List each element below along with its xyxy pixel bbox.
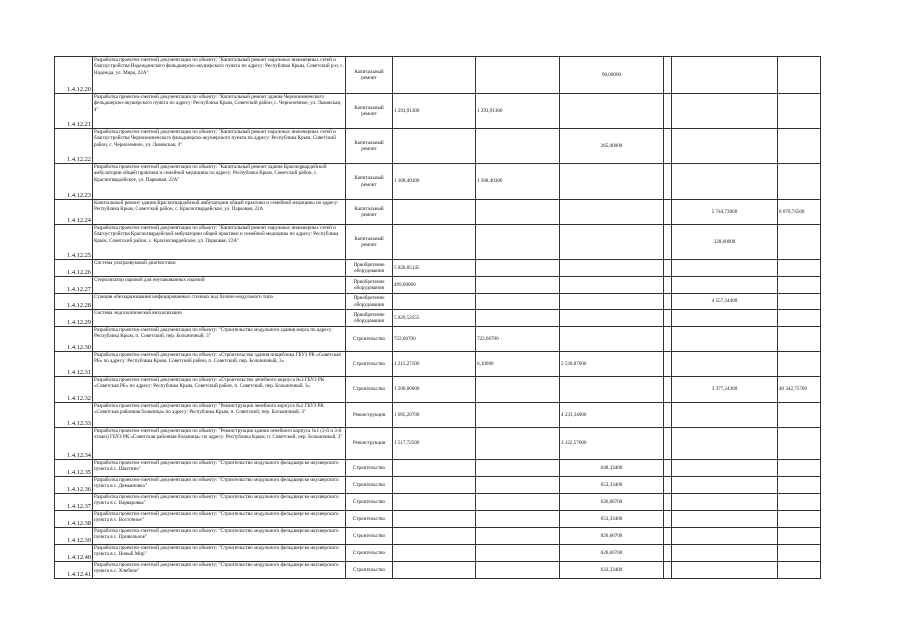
row-value-col3 [560, 94, 664, 129]
row-value-col1: 1 215,27500 [393, 352, 476, 377]
row-value-col6 [778, 562, 821, 579]
row-value-narrow [664, 260, 672, 277]
row-value-col3: 90,00000 [560, 57, 664, 94]
row-description: Разработка проектно-сметной документации по объекту: "Капитальный ремонт здания Краснogвардейской амбулатории общей практики и семейной медицины по адресу: Республика Крым, Советский район, с. Красногвардейское, ул. Парковая, 22А" [93, 164, 346, 200]
row-value-col6 [778, 260, 821, 277]
table-row [55, 545, 821, 562]
budget-table [54, 56, 821, 579]
row-value-col2 [476, 377, 560, 403]
row-description: Разработка проектно-сметной документации по объекту: "Строительство модульного фельдшерско-акушерского пункта в с. Привольное" [93, 528, 346, 545]
row-description: Разработка проектно-сметной документации по объекту: "Реконструкция здания лечебного корпуса №1 (2-й и 3-й этажи) ГБУЗ РК «Советская районная больница» по адресу: Республика Крым, п. Советский, пер. Больничный, 3" [93, 428, 346, 460]
row-value-narrow [664, 129, 672, 164]
table-row [55, 129, 821, 164]
row-description: Разработка проектно-сметной документации по объекту: "Строительство модульного фельдшерско-акушерского пункта в с. Шахтино" [93, 460, 346, 477]
row-value-col2 [476, 294, 560, 310]
row-work-type: Приобретение оборудования [346, 277, 393, 294]
row-value-col1 [393, 294, 476, 310]
row-value-col6 [778, 277, 821, 294]
row-work-type: Строительство [346, 511, 393, 528]
row-value-col3 [560, 327, 664, 352]
row-code: 1.4.12.31 [55, 352, 93, 377]
row-work-type: Приобретение оборудования [346, 294, 393, 310]
row-value-col1: 1 517,72500 [393, 428, 476, 460]
row-value-col5 [672, 352, 778, 377]
row-work-type: Капитальный ремонт [346, 164, 393, 200]
row-value-col2 [476, 277, 560, 294]
row-description: Разработка проектно-сметной документации по объекту: "Строительство модульного фельдшерско-акушерского пункта в с. Новый Мир" [93, 545, 346, 562]
row-value-col5 [672, 129, 778, 164]
row-value-col6 [778, 294, 821, 310]
row-work-type: Строительство [346, 528, 393, 545]
row-value-col3: 826,66700 [560, 528, 664, 545]
row-value-col5 [672, 528, 778, 545]
row-value-col5: 4 557,34400 [672, 294, 778, 310]
row-value-col5 [672, 403, 778, 428]
table-row [55, 352, 821, 377]
table-row [55, 200, 821, 225]
table-row [55, 403, 821, 428]
row-value-col3 [560, 260, 664, 277]
row-description: Разработка проектно-сметной документации по объекту: "Капитальный ремонт наружных инженерных сетей и благоустройства Красногвардейской амбулатории общей практики и семейной медицины по адресу: Республика Крым, Советский район, с. Красногвардейское, ул. Парковая, 22А" [93, 225, 346, 260]
row-code: 1.4.12.21 [55, 94, 93, 129]
document-sheet [54, 56, 821, 579]
row-work-type: Капитальный ремонт [346, 200, 393, 225]
row-value-col6 [778, 225, 821, 260]
row-value-col2 [476, 310, 560, 327]
row-value-col1: 1 293,91300 [393, 94, 476, 129]
row-value-col1: 5 829,52555 [393, 310, 476, 327]
row-value-col5 [672, 57, 778, 94]
row-value-col6: 40 342,75700 [778, 377, 821, 403]
row-value-col6 [778, 477, 821, 494]
row-code: 1.4.12.30 [55, 327, 93, 352]
row-value-col2 [476, 260, 560, 277]
row-value-col1 [393, 511, 476, 528]
row-value-narrow [664, 327, 672, 352]
row-code: 1.4.12.37 [55, 494, 93, 511]
row-value-col2: 722,66700 [476, 327, 560, 352]
row-code: 1.4.12.35 [55, 460, 93, 477]
row-value-narrow [664, 310, 672, 327]
row-value-col3 [560, 294, 664, 310]
row-value-col6 [778, 164, 821, 200]
row-description: Разработка проектно-сметной документации по объекту: "Капитальный ремонт здания Черноземненского фельдшерско-акушерского пункта по адресу: Республика Крым, Советский район, с. Черноземное, ул. Львовская, 4" [93, 94, 346, 129]
row-description: Стерилизатор паровой для неупакованных изделий [93, 277, 346, 294]
row-value-narrow [664, 460, 672, 477]
row-value-narrow [664, 294, 672, 310]
row-work-type: Строительство [346, 562, 393, 579]
row-value-col1: 499,00000 [393, 277, 476, 294]
table-row [55, 494, 821, 511]
row-value-narrow [664, 545, 672, 562]
row-description: Разработка проектно-сметной документации по объекту: "Капитальный ремонт наружных инженерных сетей и благоустройства Надеждинского фельдшерско-акушерского пункта по адресу: Республика Крым, Советский р-н, с. Надежда, ул. Мира, 22А" [93, 57, 346, 94]
row-value-col2 [476, 477, 560, 494]
row-value-col3: 4 233,34000 [560, 403, 664, 428]
row-value-col6 [778, 494, 821, 511]
row-work-type: Строительство [346, 352, 393, 377]
row-value-col1: 722,66700 [393, 327, 476, 352]
row-code: 1.4.12.32 [55, 377, 93, 403]
row-work-type: Строительство [346, 377, 393, 403]
row-value-narrow [664, 494, 672, 511]
row-code: 1.4.12.26 [55, 260, 93, 277]
row-value-narrow [664, 528, 672, 545]
table-row [55, 57, 821, 94]
row-value-col1 [393, 129, 476, 164]
row-code: 1.4.12.25 [55, 225, 93, 260]
row-value-col5 [672, 310, 778, 327]
row-description: Разработка проектно-сметной документации по объекту: "Строительство модульного фельдшерско-акушерского пункта в с. Восточное" [93, 511, 346, 528]
row-value-col3: 653,33400 [560, 511, 664, 528]
row-value-col3: 3 122,57000 [560, 428, 664, 460]
row-value-col1: 1 095,20700 [393, 403, 476, 428]
row-value-narrow [664, 428, 672, 460]
table-row [55, 377, 821, 403]
row-value-col5 [672, 494, 778, 511]
row-value-narrow [664, 511, 672, 528]
row-value-narrow [664, 57, 672, 94]
row-value-narrow [664, 225, 672, 260]
row-value-col5: 328,60000 [672, 225, 778, 260]
row-value-col5: 3 377,24300 [672, 377, 778, 403]
row-description: Система эндоскопической визуализации [93, 310, 346, 327]
row-code: 1.4.12.22 [55, 129, 93, 164]
row-work-type: Строительство [346, 477, 393, 494]
row-value-col2 [476, 460, 560, 477]
row-value-col3 [560, 310, 664, 327]
row-value-narrow [664, 200, 672, 225]
row-value-narrow [664, 377, 672, 403]
row-code: 1.4.12.28 [55, 294, 93, 310]
row-value-col6 [778, 511, 821, 528]
row-value-col6 [778, 545, 821, 562]
table-body [55, 57, 821, 579]
row-work-type: Реконструкция [346, 403, 393, 428]
row-value-narrow [664, 277, 672, 294]
row-value-col6 [778, 528, 821, 545]
row-work-type: Приобретение оборудования [346, 260, 393, 277]
row-value-col1 [393, 57, 476, 94]
row-value-col6 [778, 310, 821, 327]
row-value-narrow [664, 164, 672, 200]
row-code: 1.4.12.38 [55, 511, 93, 528]
row-value-col1 [393, 545, 476, 562]
row-value-col3: 265,00000 [560, 129, 664, 164]
table-row [55, 164, 821, 200]
row-value-col2 [476, 57, 560, 94]
row-value-col3: 633,33400 [560, 562, 664, 579]
table-row [55, 460, 821, 477]
row-value-narrow [664, 352, 672, 377]
row-value-col2 [476, 200, 560, 225]
row-description: Разработка проектно-сметной документации по объекту: «Строительство лечебного корпуса №3 ГБУЗ РК «Советская РБ» по адресу: Республика Крым, Советский район, п. Советский, пер. Больничный, 3» [93, 377, 346, 403]
row-value-col2 [476, 528, 560, 545]
table-row [55, 225, 821, 260]
row-code: 1.4.12.29 [55, 310, 93, 327]
row-description: Разработка проектно-сметной документации по объекту: "Строительство модульного фельдшерско-акушерского пункта в с. Демьяновка" [93, 477, 346, 494]
row-value-col1 [393, 528, 476, 545]
row-value-col1 [393, 477, 476, 494]
row-value-col1 [393, 494, 476, 511]
table-row [55, 528, 821, 545]
row-value-col6 [778, 460, 821, 477]
row-value-col1: 5 820,05145 [393, 260, 476, 277]
row-code: 1.4.12.24 [55, 200, 93, 225]
row-code: 1.4.12.23 [55, 164, 93, 200]
row-description: Разработка проектно-сметной документации по объекту: "Строительство модульного фельдшерско-акушерского пункта в с. Хлебное" [93, 562, 346, 579]
row-code: 1.4.12.27 [55, 277, 93, 294]
row-value-col3: 626,66700 [560, 494, 664, 511]
row-work-type: Капитальный ремонт [346, 57, 393, 94]
row-value-narrow [664, 562, 672, 579]
row-value-col2: 1 293,91300 [476, 94, 560, 129]
row-code: 1.4.12.33 [55, 403, 93, 428]
row-code: 1.4.12.34 [55, 428, 93, 460]
row-code: 1.4.12.36 [55, 477, 93, 494]
row-description: Разработка проектно-сметной документации по объекту: "Строительство модульного фельдшерско-акушерского пункта в с. Варваровка" [93, 494, 346, 511]
row-description: Разработка проектно-сметной документации по объекту: "Капитальный ремонт наружных инженерных сетей и благоустройства Черноземненского фельдшерско-акушерского пункта по адресу: Республика Крым, Советский район, с. Черноземное, ул. Львовская, 4" [93, 129, 346, 164]
row-code: 1.4.12.39 [55, 528, 93, 545]
row-value-narrow [664, 477, 672, 494]
row-value-col3: 626,66700 [560, 545, 664, 562]
row-description: Разработка проектно-сметной документации по объекту: «Строительство здания пищеблока ГБУЗ РК «Советская РБ» по адресу: Республика Крым, Советский район, п. Советский, пер. Больничный, 3» [93, 352, 346, 377]
table-row [55, 477, 821, 494]
row-value-col2 [476, 511, 560, 528]
row-value-col1: 1 308,40300 [393, 164, 476, 200]
row-work-type: Реконструкция [346, 428, 393, 460]
row-value-col2 [476, 428, 560, 460]
row-value-col2 [476, 129, 560, 164]
row-value-col2 [476, 562, 560, 579]
row-value-col2 [476, 545, 560, 562]
row-value-col2: 1 308,40300 [476, 164, 560, 200]
row-value-col1 [393, 200, 476, 225]
row-value-col6 [778, 352, 821, 377]
row-work-type: Капитальный ремонт [346, 129, 393, 164]
row-description: Система ультразвуковой диагностики [93, 260, 346, 277]
row-work-type: Приобретение оборудования [346, 310, 393, 327]
row-value-col1 [393, 225, 476, 260]
row-work-type: Строительство [346, 494, 393, 511]
row-description: Разработка проектно-сметной документации по объекту: "Строительство модульного здания морга по адресу: Республика Крым, п. Советский, пер. Больничный, 3" [93, 327, 346, 352]
row-value-col2 [476, 225, 560, 260]
row-value-col6 [778, 129, 821, 164]
row-description: Разработка проектно-сметной документации по объекту: "Реконструкция лечебного корпуса №2 ГБУЗ РК «Советская районная больница» по адресу: Республика Крым, п. Советский, пер. Больничный, 3" [93, 403, 346, 428]
row-value-col5 [672, 327, 778, 352]
row-value-col5 [672, 94, 778, 129]
row-value-col5 [672, 460, 778, 477]
table-row [55, 260, 821, 277]
row-value-col6 [778, 94, 821, 129]
row-value-narrow [664, 94, 672, 129]
row-value-col6 [778, 428, 821, 460]
row-code: 1.4.12.40 [55, 545, 93, 562]
row-value-col2 [476, 494, 560, 511]
table-row [55, 428, 821, 460]
row-value-col6 [778, 327, 821, 352]
row-value-col5 [672, 562, 778, 579]
row-code: 1.4.12.41 [55, 562, 93, 579]
table-row [55, 327, 821, 352]
row-value-col5 [672, 511, 778, 528]
row-value-col5 [672, 260, 778, 277]
row-value-col3 [560, 377, 664, 403]
row-value-col1: 1 200,00000 [393, 377, 476, 403]
table-row [55, 94, 821, 129]
row-description: Капитальный ремонт здания Красногвардейской амбулатории общей практики и семейной медицины по адресу: Республика Крым, Советский район, с. Красногвардейское, ул. Парковая, 22А [93, 200, 346, 225]
table-row [55, 562, 821, 579]
row-value-col3: 648,33400 [560, 460, 664, 477]
row-value-col6 [778, 57, 821, 94]
row-value-col6: 8 070,74500 [778, 200, 821, 225]
row-value-col2: 0,10000 [476, 352, 560, 377]
row-value-col2 [476, 403, 560, 428]
row-work-type: Строительство [346, 545, 393, 562]
row-value-col5 [672, 545, 778, 562]
row-value-col5 [672, 164, 778, 200]
row-value-col3 [560, 164, 664, 200]
row-work-type: Строительство [346, 327, 393, 352]
row-value-col3: 2 530,87000 [560, 352, 664, 377]
table-row [55, 310, 821, 327]
row-work-type: Капитальный ремонт [346, 94, 393, 129]
row-value-col3 [560, 225, 664, 260]
table-row [55, 511, 821, 528]
row-value-col3: 653,33400 [560, 477, 664, 494]
table-row [55, 277, 821, 294]
row-value-col3 [560, 277, 664, 294]
row-work-type: Капитальный ремонт [346, 225, 393, 260]
row-description: Станция обеззараживания инфицированных сточных вод блочно-модульного типа [93, 294, 346, 310]
row-value-col5: 5 744,73000 [672, 200, 778, 225]
row-value-col1 [393, 562, 476, 579]
row-value-col6 [778, 403, 821, 428]
row-value-narrow [664, 403, 672, 428]
row-code: 1.4.12.20 [55, 57, 93, 94]
row-work-type: Строительство [346, 460, 393, 477]
row-value-col1 [393, 460, 476, 477]
row-value-col5 [672, 477, 778, 494]
row-value-col3 [560, 200, 664, 225]
table-row [55, 294, 821, 310]
row-value-col5 [672, 428, 778, 460]
row-value-col5 [672, 277, 778, 294]
